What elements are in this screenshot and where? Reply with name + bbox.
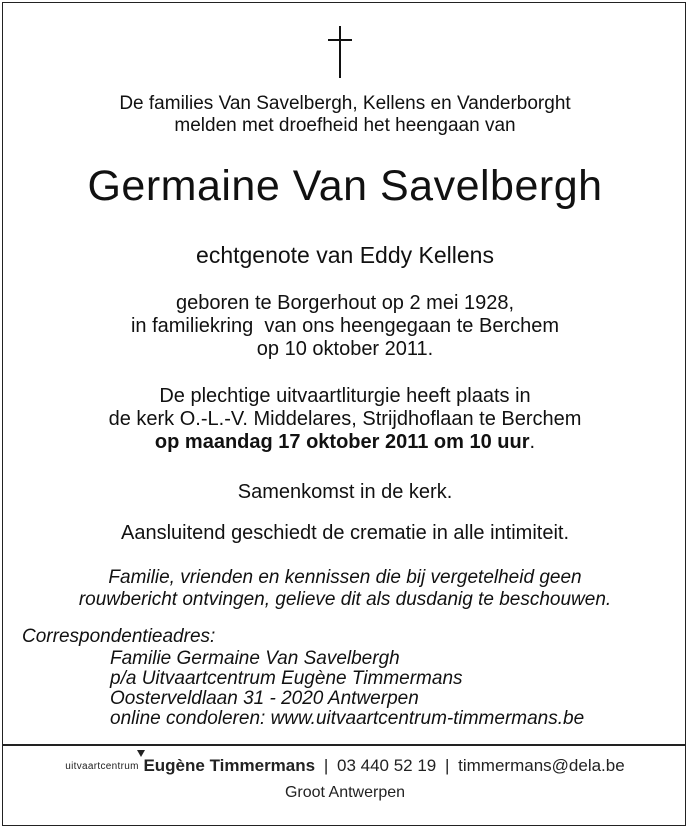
liturgy-line: de kerk O.-L.-V. Middelares, Strijdhoflaan te Berchem xyxy=(108,408,582,430)
email-address[interactable]: timmermans@dela.be xyxy=(458,756,625,775)
liturgy-details xyxy=(0,385,690,454)
liturgy-line: De plechtige uitvaartliturgie heeft plaats in xyxy=(159,385,531,407)
cross-icon xyxy=(320,24,360,80)
birth-line: geboren te Borgerhout op 2 mei 1928, xyxy=(175,292,515,314)
meeting-note: Samenkomst in de kerk. xyxy=(237,481,453,503)
birth-details xyxy=(0,292,690,361)
deceased-name: Germaine Van Savelbergh xyxy=(87,162,603,210)
footer-divider xyxy=(2,744,686,746)
announcement-intro xyxy=(0,93,690,137)
brand-prefix: uitvaartcentrum xyxy=(65,761,139,772)
footer-separator: | xyxy=(323,756,329,775)
spouse-line: echtgenote van Eddy Kellens xyxy=(196,242,494,268)
family-note xyxy=(0,567,690,611)
liturgy-date-line xyxy=(0,431,690,454)
correspondence-label: Correspondentieadres: xyxy=(22,626,216,647)
birth-line: in familiekring van ons heengegaan te Berchem xyxy=(130,315,560,337)
footer-separator: | xyxy=(444,756,450,775)
brand-mark-icon xyxy=(137,750,145,757)
brand-name-text: Eugène Timmermans xyxy=(143,756,316,775)
region-label: Groot Antwerpen xyxy=(284,784,406,801)
correspondence-website[interactable]: online condoleren: www.uitvaartcentrum-timmermans.be xyxy=(110,708,585,729)
correspondence-line: p/a Uitvaartcentrum Eugène Timmermans xyxy=(110,668,463,689)
correspondence-line: Oosterveldlaan 31 - 2020 Antwerpen xyxy=(110,688,419,709)
brand-name xyxy=(143,756,315,775)
family-note-line: rouwbericht ontvingen, gelieve dit als dusdanig te beschouwen. xyxy=(78,589,612,610)
intro-line: melden met droefheid het heengaan van xyxy=(174,115,516,136)
intro-line: De families Van Savelbergh, Kellens en Vanderborght xyxy=(119,93,571,114)
phone-number[interactable]: 03 440 52 19 xyxy=(336,756,437,775)
liturgy-date: op maandag 17 oktober 2011 om 10 uur xyxy=(154,431,530,453)
cremation-note: Aansluitend geschiedt de crematie in alle intimiteit. xyxy=(120,522,570,544)
correspondence-line: Familie Germaine Van Savelbergh xyxy=(110,648,400,669)
liturgy-date-suffix: . xyxy=(529,431,536,453)
funeral-home-footer xyxy=(0,756,690,776)
family-note-line: Familie, vrienden en kennissen die bij vergetelheid geen xyxy=(108,567,582,588)
correspondence-address xyxy=(110,649,584,729)
birth-line: op 10 oktober 2011. xyxy=(256,338,434,360)
